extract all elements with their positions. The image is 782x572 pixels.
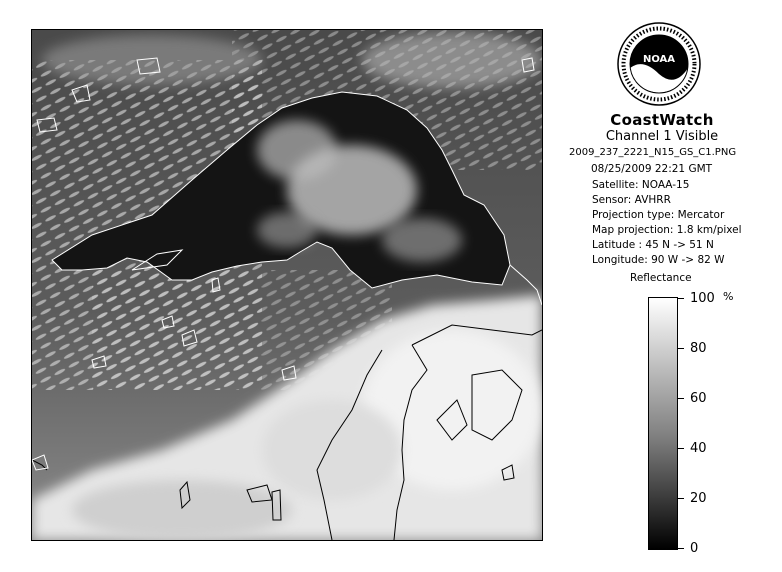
latitude-label: Latitude : 45 N -> 51 N (592, 239, 714, 251)
cloud-patch (262, 400, 402, 500)
legend-unit: % (723, 290, 734, 303)
noaa-logo-icon (617, 22, 701, 106)
map-projection-label: Map projection: 1.8 km/pixel (592, 224, 742, 236)
image-datetime: 08/25/2009 22:21 GMT (591, 163, 713, 175)
satellite-image (31, 29, 543, 541)
colorbar-tick (678, 398, 684, 399)
satellite-label: Satellite: NOAA-15 (592, 179, 690, 191)
colorbar-tick-label: 20 (690, 491, 707, 506)
satellite-map-svg (32, 30, 542, 540)
colorbar-tick-label: 100 (690, 291, 715, 306)
image-filename: 2009_237_2221_N15_GS_C1.PNG (569, 147, 737, 158)
logo-text: NOAA (642, 54, 676, 65)
legend-title: Reflectance (630, 272, 692, 284)
projection-type-label: Projection type: Mercator (592, 209, 725, 221)
reflectance-colorbar (648, 297, 678, 550)
colorbar-tick-label: 60 (690, 391, 707, 406)
longitude-label: Longitude: 90 W -> 82 W (592, 254, 725, 266)
colorbar-tick-label: 0 (690, 541, 699, 556)
colorbar-tick (678, 348, 684, 349)
colorbar-tick (678, 548, 684, 549)
colorbar-tick (678, 498, 684, 499)
cloud-patch (362, 32, 542, 88)
cloud-patch (257, 120, 337, 180)
channel-subtitle: Channel 1 Visible (605, 129, 719, 144)
cloud-patch (382, 218, 462, 262)
cloud-patch (72, 480, 292, 540)
colorbar-tick (678, 298, 684, 299)
app-title: CoastWatch (610, 111, 714, 129)
colorbar-tick-label: 80 (690, 341, 707, 356)
colorbar-tick (678, 448, 684, 449)
colorbar-tick-label: 40 (690, 441, 707, 456)
noaa-logo (617, 22, 701, 106)
sensor-label: Sensor: AVHRR (592, 194, 671, 206)
cloud-patch (257, 212, 317, 248)
cloud-patch (42, 35, 262, 85)
